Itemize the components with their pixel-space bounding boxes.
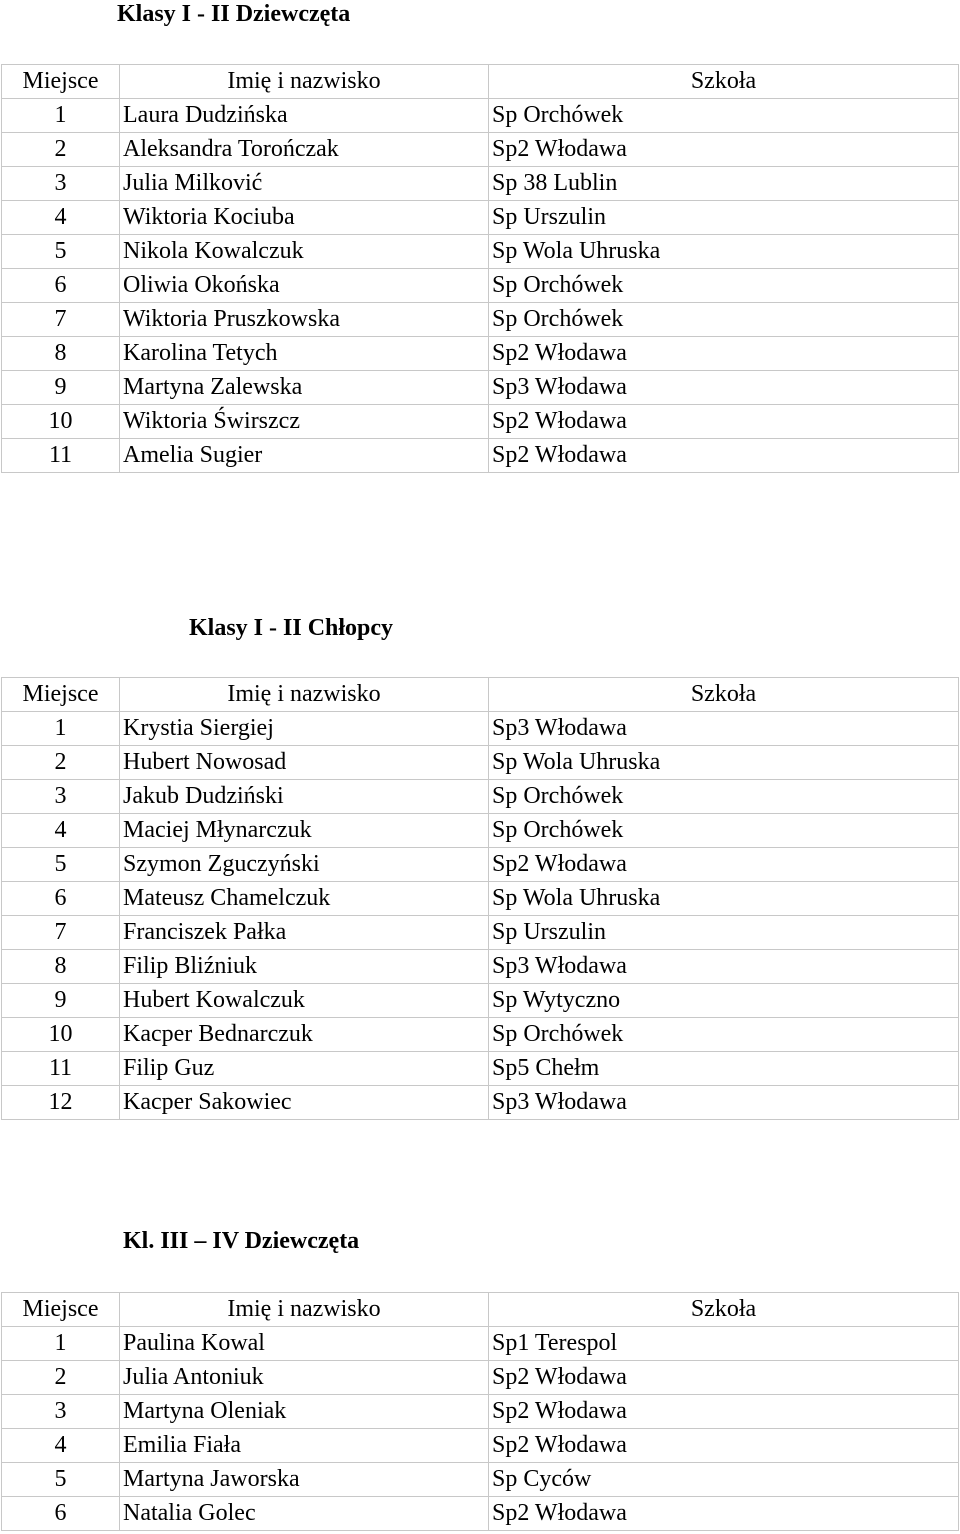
column-header-name: Imię i nazwisko bbox=[120, 1293, 489, 1327]
school-cell: Sp 38 Lublin bbox=[489, 167, 959, 201]
section-title-girls-1-2: Klasy I - II Dziewczęta bbox=[117, 1, 351, 27]
place-cell: 11 bbox=[2, 439, 120, 473]
table-row bbox=[2, 1052, 959, 1086]
place-cell: 5 bbox=[2, 235, 120, 269]
school-cell: Sp3 Włodawa bbox=[489, 1086, 959, 1120]
school-cell: Sp3 Włodawa bbox=[489, 371, 959, 405]
place-cell: 3 bbox=[2, 780, 120, 814]
table-row bbox=[2, 1361, 959, 1395]
name-cell: Nikola Kowalczuk bbox=[120, 235, 489, 269]
place-cell: 2 bbox=[2, 133, 120, 167]
place-cell: 11 bbox=[2, 1052, 120, 1086]
place-cell: 6 bbox=[2, 882, 120, 916]
school-cell: Sp2 Włodawa bbox=[489, 133, 959, 167]
school-cell: Sp Wytyczno bbox=[489, 984, 959, 1018]
column-header-place: Miejsce bbox=[2, 678, 120, 712]
name-cell: Martyna Jaworska bbox=[120, 1463, 489, 1497]
school-cell: Sp2 Włodawa bbox=[489, 405, 959, 439]
name-cell: Julia Antoniuk bbox=[120, 1361, 489, 1395]
school-cell: Sp Orchówek bbox=[489, 814, 959, 848]
name-cell: Hubert Kowalczuk bbox=[120, 984, 489, 1018]
table-row bbox=[2, 303, 959, 337]
place-cell: 2 bbox=[2, 746, 120, 780]
place-cell: 2 bbox=[2, 1361, 120, 1395]
school-cell: Sp3 Włodawa bbox=[489, 950, 959, 984]
column-header-name: Imię i nazwisko bbox=[120, 65, 489, 99]
school-cell: Sp2 Włodawa bbox=[489, 337, 959, 371]
school-cell: Sp Orchówek bbox=[489, 99, 959, 133]
table-row bbox=[2, 984, 959, 1018]
place-cell: 4 bbox=[2, 814, 120, 848]
place-cell: 10 bbox=[2, 1018, 120, 1052]
table-row bbox=[2, 848, 959, 882]
table-header-row bbox=[2, 678, 959, 712]
school-cell: Sp1 Terespol bbox=[489, 1327, 959, 1361]
table-row bbox=[2, 99, 959, 133]
school-cell: Sp Orchówek bbox=[489, 780, 959, 814]
name-cell: Wiktoria Kociuba bbox=[120, 201, 489, 235]
school-cell: Sp Orchówek bbox=[489, 303, 959, 337]
table-row bbox=[2, 1497, 959, 1531]
name-cell: Kacper Sakowiec bbox=[120, 1086, 489, 1120]
name-cell: Martyna Zalewska bbox=[120, 371, 489, 405]
section-title-girls-3-4: Kl. III – IV Dziewczęta bbox=[123, 1228, 360, 1254]
table-header-row bbox=[2, 1293, 959, 1327]
table-row bbox=[2, 1018, 959, 1052]
table-row bbox=[2, 916, 959, 950]
name-cell: Laura Dudzińska bbox=[120, 99, 489, 133]
table-row bbox=[2, 950, 959, 984]
name-cell: Kacper Bednarczuk bbox=[120, 1018, 489, 1052]
table-row bbox=[2, 712, 959, 746]
place-cell: 10 bbox=[2, 405, 120, 439]
results-table-girls-1-2 bbox=[1, 64, 959, 473]
school-cell: Sp Urszulin bbox=[489, 916, 959, 950]
school-cell: Sp2 Włodawa bbox=[489, 1497, 959, 1531]
place-cell: 5 bbox=[2, 1463, 120, 1497]
school-cell: Sp2 Włodawa bbox=[489, 1361, 959, 1395]
place-cell: 8 bbox=[2, 337, 120, 371]
table-row bbox=[2, 1086, 959, 1120]
column-header-school: Szkoła bbox=[489, 1293, 959, 1327]
place-cell: 1 bbox=[2, 1327, 120, 1361]
table-row bbox=[2, 1429, 959, 1463]
place-cell: 3 bbox=[2, 167, 120, 201]
name-cell: Krystia Siergiej bbox=[120, 712, 489, 746]
place-cell: 9 bbox=[2, 984, 120, 1018]
school-cell: Sp2 Włodawa bbox=[489, 1395, 959, 1429]
column-header-name: Imię i nazwisko bbox=[120, 678, 489, 712]
table-row bbox=[2, 882, 959, 916]
column-header-place: Miejsce bbox=[2, 1293, 120, 1327]
place-cell: 4 bbox=[2, 201, 120, 235]
school-cell: Sp2 Włodawa bbox=[489, 439, 959, 473]
table-row bbox=[2, 167, 959, 201]
school-cell: Sp Orchówek bbox=[489, 1018, 959, 1052]
name-cell: Natalia Golec bbox=[120, 1497, 489, 1531]
table-row bbox=[2, 201, 959, 235]
place-cell: 3 bbox=[2, 1395, 120, 1429]
school-cell: Sp2 Włodawa bbox=[489, 1429, 959, 1463]
name-cell: Mateusz Chamelczuk bbox=[120, 882, 489, 916]
column-header-school: Szkoła bbox=[489, 678, 959, 712]
table-header-row bbox=[2, 65, 959, 99]
name-cell: Karolina Tetych bbox=[120, 337, 489, 371]
place-cell: 12 bbox=[2, 1086, 120, 1120]
name-cell: Wiktoria Świrszcz bbox=[120, 405, 489, 439]
table-row bbox=[2, 133, 959, 167]
name-cell: Maciej Młynarczuk bbox=[120, 814, 489, 848]
name-cell: Jakub Dudziński bbox=[120, 780, 489, 814]
table-row bbox=[2, 439, 959, 473]
school-cell: Sp Orchówek bbox=[489, 269, 959, 303]
name-cell: Szymon Zguczyński bbox=[120, 848, 489, 882]
place-cell: 9 bbox=[2, 371, 120, 405]
place-cell: 8 bbox=[2, 950, 120, 984]
place-cell: 4 bbox=[2, 1429, 120, 1463]
table-row bbox=[2, 746, 959, 780]
school-cell: Sp2 Włodawa bbox=[489, 848, 959, 882]
column-header-place: Miejsce bbox=[2, 65, 120, 99]
name-cell: Paulina Kowal bbox=[120, 1327, 489, 1361]
name-cell: Franciszek Pałka bbox=[120, 916, 489, 950]
table-row bbox=[2, 1327, 959, 1361]
school-cell: Sp Wola Uhruska bbox=[489, 746, 959, 780]
school-cell: Sp Urszulin bbox=[489, 201, 959, 235]
place-cell: 6 bbox=[2, 1497, 120, 1531]
place-cell: 7 bbox=[2, 916, 120, 950]
name-cell: Amelia Sugier bbox=[120, 439, 489, 473]
table-row bbox=[2, 269, 959, 303]
table-row bbox=[2, 1463, 959, 1497]
school-cell: Sp5 Chełm bbox=[489, 1052, 959, 1086]
name-cell: Hubert Nowosad bbox=[120, 746, 489, 780]
table-row bbox=[2, 337, 959, 371]
name-cell: Julia Milković bbox=[120, 167, 489, 201]
place-cell: 7 bbox=[2, 303, 120, 337]
place-cell: 1 bbox=[2, 99, 120, 133]
school-cell: Sp Wola Uhruska bbox=[489, 882, 959, 916]
column-header-school: Szkoła bbox=[489, 65, 959, 99]
name-cell: Oliwia Okońska bbox=[120, 269, 489, 303]
table-row bbox=[2, 235, 959, 269]
table-row bbox=[2, 780, 959, 814]
table-row bbox=[2, 405, 959, 439]
results-table-girls-3-4 bbox=[1, 1292, 959, 1531]
table-row bbox=[2, 371, 959, 405]
name-cell: Martyna Oleniak bbox=[120, 1395, 489, 1429]
name-cell: Wiktoria Pruszkowska bbox=[120, 303, 489, 337]
place-cell: 5 bbox=[2, 848, 120, 882]
results-table-boys-1-2 bbox=[1, 677, 959, 1120]
table-row bbox=[2, 814, 959, 848]
name-cell: Filip Guz bbox=[120, 1052, 489, 1086]
place-cell: 6 bbox=[2, 269, 120, 303]
name-cell: Filip Bliźniuk bbox=[120, 950, 489, 984]
place-cell: 1 bbox=[2, 712, 120, 746]
name-cell: Emilia Fiała bbox=[120, 1429, 489, 1463]
table-row bbox=[2, 1395, 959, 1429]
section-title-boys-1-2: Klasy I - II Chłopcy bbox=[189, 615, 394, 641]
school-cell: Sp Cyców bbox=[489, 1463, 959, 1497]
school-cell: Sp3 Włodawa bbox=[489, 712, 959, 746]
school-cell: Sp Wola Uhruska bbox=[489, 235, 959, 269]
name-cell: Aleksandra Torończak bbox=[120, 133, 489, 167]
